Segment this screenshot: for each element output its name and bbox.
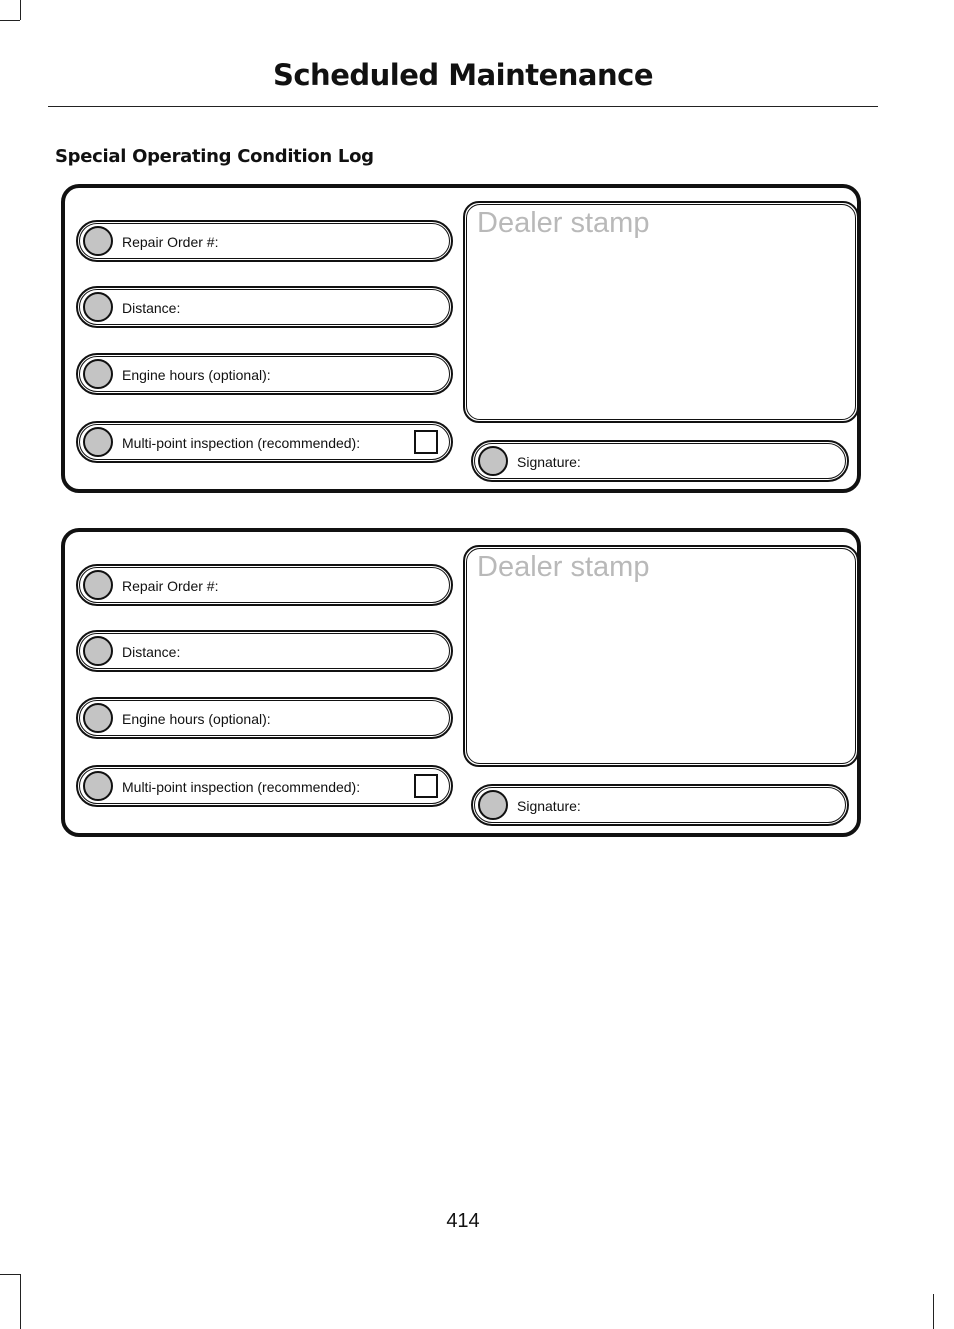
log-entry-card bbox=[61, 528, 861, 837]
field-bullet-icon bbox=[478, 446, 508, 476]
dealer-stamp-label: Dealer stamp bbox=[477, 551, 650, 583]
field-bullet-icon bbox=[83, 427, 113, 457]
repair-order-field[interactable] bbox=[76, 220, 453, 262]
engine-hours-label: Engine hours (optional): bbox=[122, 367, 271, 383]
signature-field[interactable] bbox=[471, 784, 849, 826]
field-bullet-icon bbox=[83, 771, 113, 801]
crop-mark bbox=[0, 1274, 20, 1275]
engine-hours-label: Engine hours (optional): bbox=[122, 711, 271, 727]
inspection-checkbox[interactable] bbox=[414, 430, 438, 454]
field-bullet-icon bbox=[83, 570, 113, 600]
crop-mark bbox=[0, 20, 20, 21]
field-bullet-icon bbox=[478, 790, 508, 820]
signature-field[interactable] bbox=[471, 440, 849, 482]
repair-order-label: Repair Order #: bbox=[122, 578, 219, 594]
title-divider bbox=[48, 106, 878, 107]
distance-field[interactable] bbox=[76, 286, 453, 328]
repair-order-label: Repair Order #: bbox=[122, 234, 219, 250]
field-bullet-icon bbox=[83, 359, 113, 389]
crop-mark bbox=[933, 1294, 934, 1329]
dealer-stamp-area bbox=[463, 545, 859, 767]
dealer-stamp-label: Dealer stamp bbox=[477, 207, 650, 239]
field-bullet-icon bbox=[83, 292, 113, 322]
dealer-stamp-area bbox=[463, 201, 859, 423]
signature-label: Signature: bbox=[517, 798, 581, 814]
distance-field[interactable] bbox=[76, 630, 453, 672]
crop-mark bbox=[20, 1274, 21, 1329]
inspection-checkbox[interactable] bbox=[414, 774, 438, 798]
distance-label: Distance: bbox=[122, 644, 181, 660]
crop-mark bbox=[20, 0, 21, 20]
field-bullet-icon bbox=[83, 703, 113, 733]
field-bullet-icon bbox=[83, 636, 113, 666]
page-number: 414 bbox=[446, 1210, 480, 1232]
inspection-field bbox=[76, 765, 453, 807]
engine-hours-field[interactable] bbox=[76, 697, 453, 739]
repair-order-field[interactable] bbox=[76, 564, 453, 606]
inspection-label: Multi-point inspection (recommended): bbox=[122, 435, 361, 451]
engine-hours-field[interactable] bbox=[76, 353, 453, 395]
inspection-field bbox=[76, 421, 453, 463]
distance-label: Distance: bbox=[122, 300, 181, 316]
log-entry-card bbox=[61, 184, 861, 493]
inspection-label: Multi-point inspection (recommended): bbox=[122, 779, 361, 795]
signature-label: Signature: bbox=[517, 454, 581, 470]
field-bullet-icon bbox=[83, 226, 113, 256]
page-title: Scheduled Maintenance bbox=[272, 58, 654, 92]
section-heading: Special Operating Condition Log bbox=[55, 146, 374, 167]
